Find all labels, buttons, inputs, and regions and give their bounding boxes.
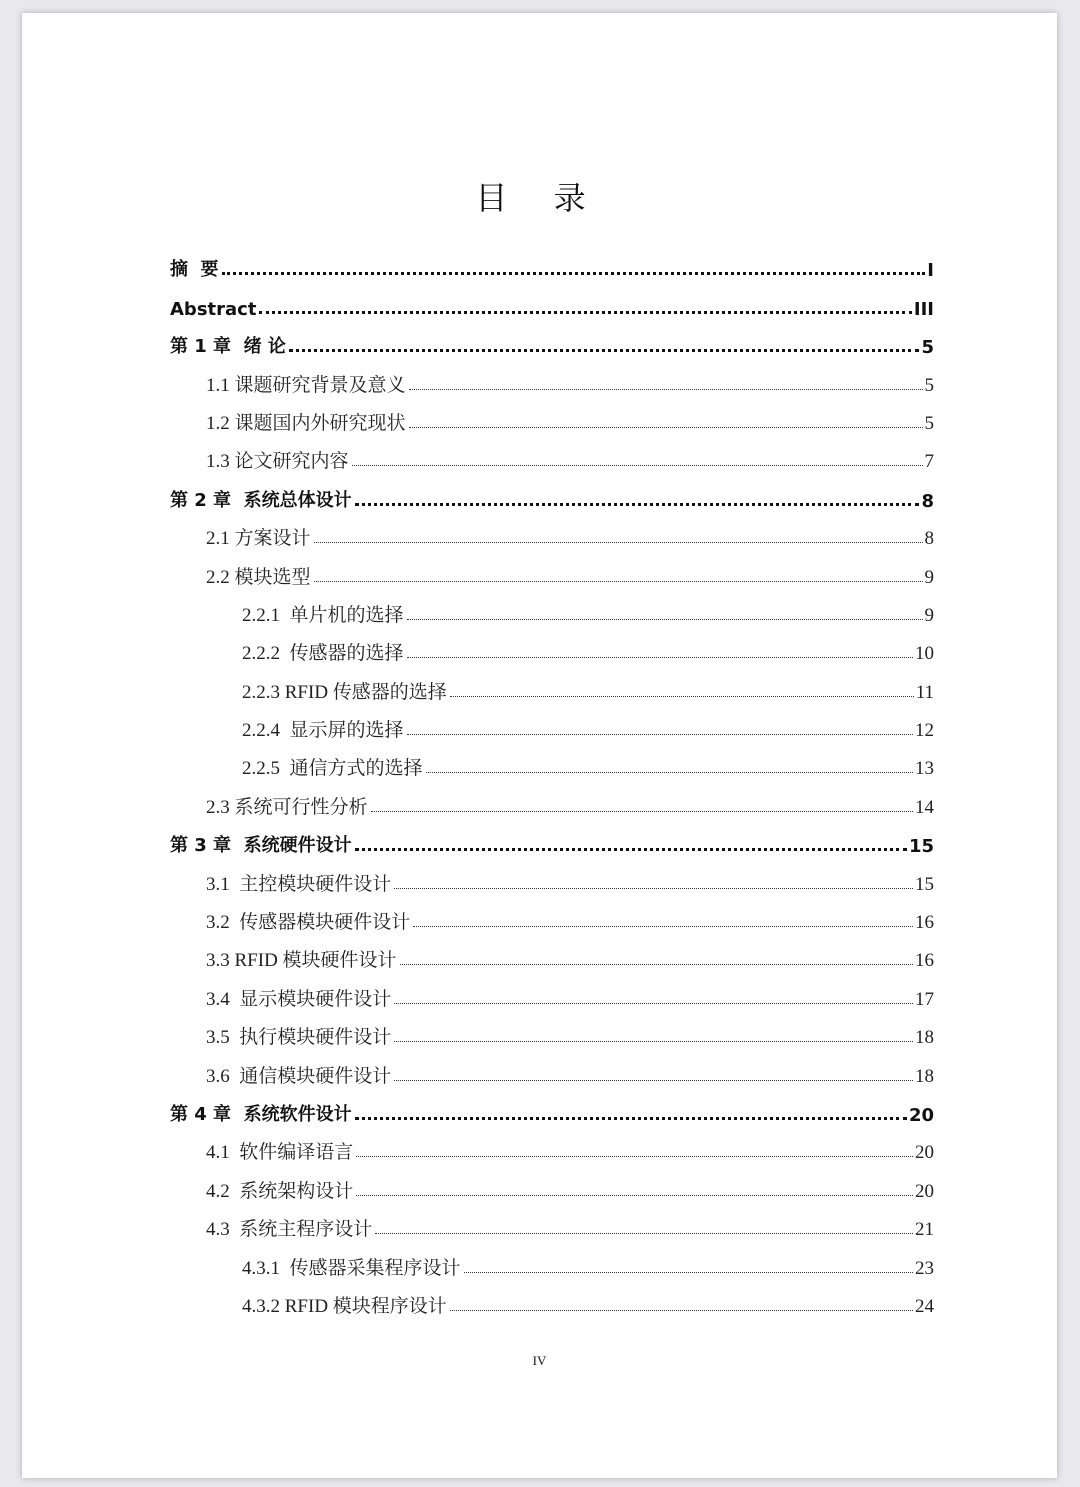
toc-entry-label: 4.3 系统主程序设计: [206, 1219, 373, 1241]
toc-entry-page: 20: [915, 1180, 934, 1202]
toc-entry[interactable]: [170, 1280, 934, 1318]
toc-entry-label: 2.2.5 通信方式的选择: [242, 758, 423, 780]
toc-entry[interactable]: [170, 512, 934, 550]
toc-entry-label: 3.1 主控模块硬件设计: [206, 873, 392, 895]
toc-entry[interactable]: [170, 243, 934, 281]
toc-entry-label: 第 3 章 系统硬件设计: [170, 835, 352, 857]
dot-leader: [450, 1310, 913, 1311]
toc-entry[interactable]: [170, 704, 934, 742]
table-of-contents: [170, 243, 934, 1318]
toc-entry[interactable]: [170, 896, 934, 934]
dot-leader: [371, 811, 913, 812]
toc-entry[interactable]: [170, 1011, 934, 1049]
toc-entry-page: 18: [915, 1027, 934, 1049]
toc-entry-label: 4.3.2 RFID 模块程序设计: [242, 1295, 447, 1317]
dot-leader: [356, 1156, 913, 1157]
toc-entry-label: 4.1 软件编译语言: [206, 1142, 354, 1164]
toc-entry-page: 8: [924, 528, 934, 550]
toc-entry-label: 1.1 课题研究背景及意义: [206, 374, 406, 396]
toc-entry-label: 第 1 章 绪 论: [170, 336, 286, 358]
toc-entry[interactable]: [170, 1241, 934, 1279]
toc-entry-label: 2.2.2 传感器的选择: [242, 643, 404, 665]
toc-entry-page: 5: [921, 337, 934, 359]
toc-entry-page: 7: [924, 451, 934, 473]
toc-entry-label: 2.1 方案设计: [206, 528, 311, 550]
toc-entry[interactable]: [170, 435, 934, 473]
toc-entry[interactable]: [170, 397, 934, 435]
toc-entry-page: 10: [915, 643, 934, 665]
toc-entry-label: 2.3 系统可行性分析: [206, 796, 368, 818]
dot-leader: [352, 465, 923, 466]
toc-entry-label: 第 4 章 系统软件设计: [170, 1103, 352, 1125]
dot-leader: [355, 848, 907, 851]
toc-entry-label: 1.2 课题国内外研究现状: [206, 412, 406, 434]
toc-entry[interactable]: [170, 819, 934, 857]
toc-entry-page: 21: [915, 1219, 934, 1241]
toc-entry-label: 第 2 章 系统总体设计: [170, 489, 352, 511]
toc-entry[interactable]: [170, 1203, 934, 1241]
dot-leader: [394, 1041, 913, 1042]
dot-leader: [464, 1272, 913, 1273]
dot-leader: [409, 389, 923, 390]
dot-leader: [426, 772, 913, 773]
toc-entry-label: 4.2 系统架构设计: [206, 1180, 354, 1202]
dot-leader: [407, 657, 913, 658]
toc-entry-page: 15: [908, 836, 934, 858]
toc-entry[interactable]: [170, 1164, 934, 1202]
toc-entry-page: 24: [915, 1295, 934, 1317]
toc-entry-page: 16: [915, 950, 934, 972]
toc-entry[interactable]: [170, 473, 934, 511]
toc-entry-page: 23: [915, 1257, 934, 1279]
toc-entry-label: 3.3 RFID 模块硬件设计: [206, 950, 397, 972]
dot-leader: [413, 926, 913, 927]
toc-entry-label: 3.6 通信模块硬件设计: [206, 1065, 392, 1087]
toc-entry-page: 13: [915, 758, 934, 780]
toc-entry-label: 2.2.4 显示屏的选择: [242, 720, 404, 742]
dot-leader: [394, 1080, 913, 1081]
dot-leader: [394, 1003, 913, 1004]
toc-entry[interactable]: [170, 742, 934, 780]
toc-entry-label: 3.2 传感器模块硬件设计: [206, 912, 411, 934]
toc-entry[interactable]: [170, 1049, 934, 1087]
toc-entry-label: 2.2.3 RFID 传感器的选择: [242, 681, 447, 703]
toc-entry[interactable]: [170, 589, 934, 627]
dot-leader: [400, 964, 913, 965]
toc-entry[interactable]: [170, 934, 934, 972]
toc-entry-page: 20: [908, 1104, 934, 1126]
dot-leader: [289, 349, 920, 352]
toc-entry-label: Abstract: [170, 298, 257, 320]
toc-entry-label: 4.3.1 传感器采集程序设计: [242, 1257, 461, 1279]
toc-entry-page: 15: [915, 873, 934, 895]
toc-entry[interactable]: [170, 1126, 934, 1164]
dot-leader: [407, 619, 923, 620]
dot-leader: [259, 311, 911, 314]
toc-entry-page: 20: [915, 1142, 934, 1164]
toc-entry-page: 14: [915, 796, 934, 818]
dot-leader: [314, 581, 923, 582]
toc-entry-page: III: [913, 298, 934, 320]
toc-entry-label: 2.2 模块选型: [206, 566, 311, 588]
toc-entry-label: 1.3 论文研究内容: [206, 451, 349, 473]
toc-entry-page: 16: [915, 912, 934, 934]
dot-leader: [356, 1195, 913, 1196]
toc-entry-page: 8: [921, 490, 934, 512]
toc-entry[interactable]: [170, 627, 934, 665]
toc-entry-page: 9: [924, 604, 934, 626]
dot-leader: [314, 542, 923, 543]
page-title: 目 录: [475, 179, 604, 217]
toc-entry[interactable]: [170, 320, 934, 358]
dot-leader: [394, 888, 913, 889]
toc-entry-label: 摘 要: [170, 259, 219, 281]
dot-leader: [450, 696, 914, 697]
document-page: [22, 13, 1057, 1478]
dot-leader: [409, 427, 923, 428]
toc-entry[interactable]: [170, 665, 934, 703]
toc-entry-page: 12: [915, 720, 934, 742]
toc-entry[interactable]: [170, 780, 934, 818]
toc-entry-page: 5: [924, 374, 934, 396]
toc-entry-label: 3.5 执行模块硬件设计: [206, 1027, 392, 1049]
dot-leader: [355, 1117, 907, 1120]
toc-entry-page: 18: [915, 1065, 934, 1087]
toc-entry[interactable]: [170, 550, 934, 588]
dot-leader: [355, 503, 920, 506]
toc-entry-page: 17: [915, 988, 934, 1010]
toc-entry[interactable]: [170, 1088, 934, 1126]
dot-leader: [407, 734, 913, 735]
toc-entry-page: 5: [924, 412, 934, 434]
toc-entry-label: 2.2.1 单片机的选择: [242, 604, 404, 626]
toc-entry[interactable]: [170, 281, 934, 319]
toc-entry-label: 3.4 显示模块硬件设计: [206, 988, 392, 1010]
toc-entry[interactable]: [170, 358, 934, 396]
toc-entry[interactable]: [170, 857, 934, 895]
toc-entry[interactable]: [170, 972, 934, 1010]
dot-leader: [222, 272, 926, 275]
toc-entry-page: I: [927, 260, 934, 282]
toc-entry-page: 9: [924, 566, 934, 588]
toc-entry-page: 11: [915, 681, 934, 703]
dot-leader: [375, 1233, 913, 1234]
page-number: IV: [532, 1353, 547, 1368]
